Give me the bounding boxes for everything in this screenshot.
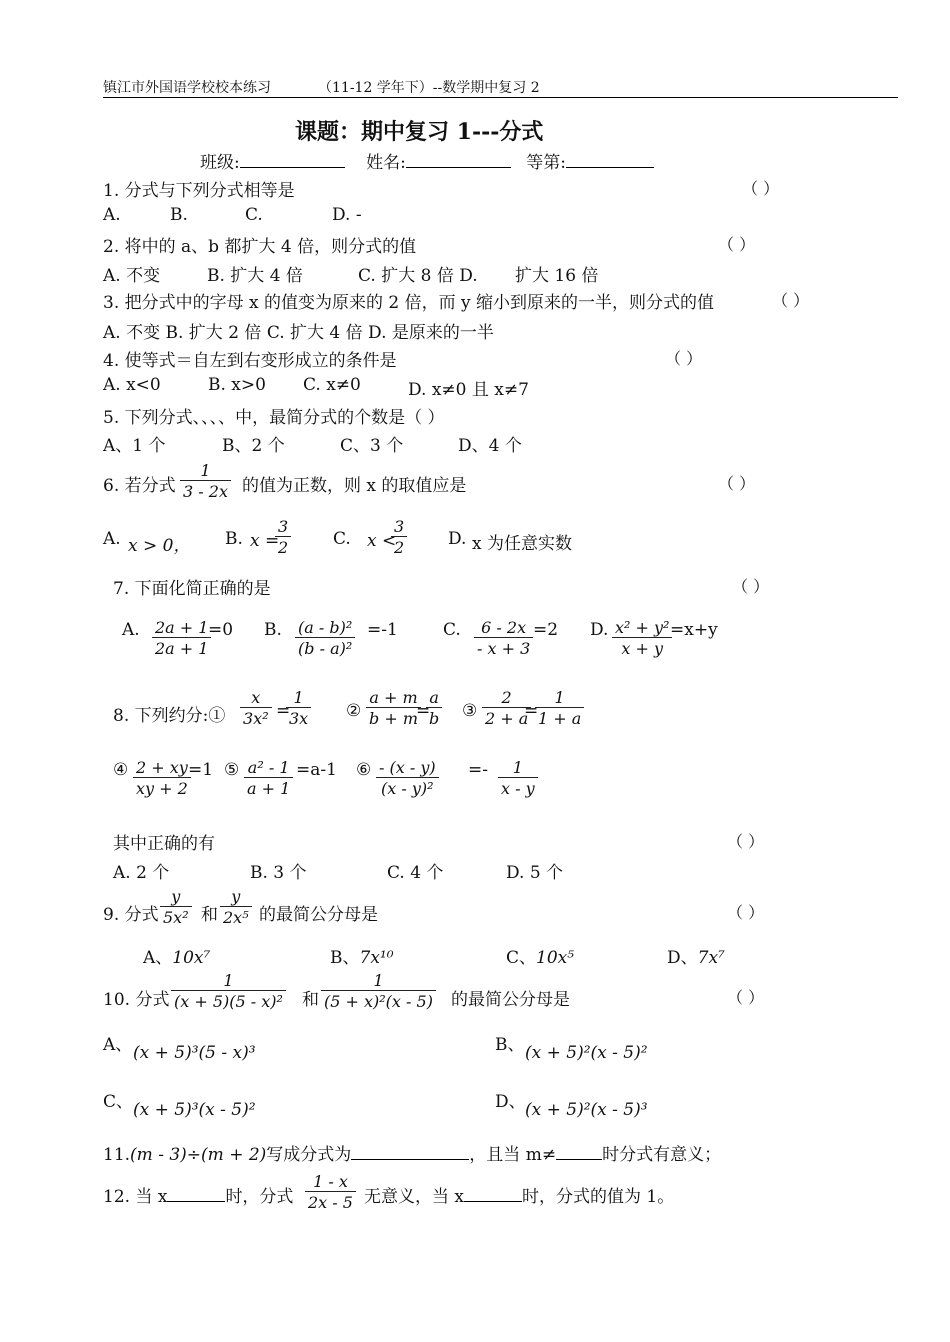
header-school: 镇江市外国语学校校本练习 [103, 80, 271, 96]
q10-option-c-expr: (x + 5)³(x - 5)² [133, 1100, 256, 1120]
q6-fraction: 1 3 - 2x [180, 461, 231, 503]
q8-f5-frac: a² - 1 a + 1 [244, 758, 293, 800]
q12-pre-group: 12. 当 x 时，分式 [103, 1187, 294, 1207]
q8-option-b: B. 3 个 [250, 863, 307, 883]
grade-label: 等第: [526, 153, 567, 173]
q4-stem: 4. 使等式＝自左到右变形成立的条件是 [103, 351, 397, 371]
q10-option-a-expr: (x + 5)³(5 - x)³ [133, 1043, 256, 1063]
q10-answer-paren[interactable]: （ ） [727, 988, 765, 1007]
q6-stem-pre: 6. 若分式 [103, 476, 176, 496]
q5-option-d: D、4 个 [458, 436, 522, 456]
q2-stem: 2. 将中的 a、b 都扩大 4 倍，则分式的值 [103, 237, 417, 257]
q7-stem: 7. 下面化简正确的是 [113, 579, 271, 599]
q6-option-a-label: A. [103, 529, 121, 549]
q1-option-d: D. - [332, 205, 362, 225]
q2-option-c: C. 扩大 8 倍 D. [358, 266, 478, 286]
q8-marker-3: ③ [462, 701, 478, 721]
q6-option-b-label: B. [225, 529, 243, 549]
q8-marker-2: ② [346, 701, 362, 721]
q10-option-d-label: D、 [495, 1092, 526, 1112]
q9-option-d: D、7x⁷ [667, 948, 725, 968]
q7-option-b-frac: (a - b)² (b - a)² [295, 618, 355, 660]
q11-pre: 11. [103, 1145, 131, 1165]
q10-stem-pre: 10. 分式 [103, 990, 170, 1010]
student-info [200, 148, 654, 173]
q10-stem-post: 的最简公分母是 [451, 990, 570, 1010]
q6-option-b-lhs: x = [250, 531, 280, 551]
q1-option-c: C. [245, 205, 263, 225]
q8-option-d: D. 5 个 [506, 863, 564, 883]
q4-answer-paren[interactable]: （ ） [665, 349, 703, 368]
q11-mid: 写成分式为 [266, 1145, 352, 1165]
q7-option-d-result: =x+y [670, 620, 718, 640]
q12-post-group: 无意义，当 x 时，分式的值为 1。 [364, 1187, 675, 1207]
q7-option-a-label: A. [122, 620, 140, 640]
q2-answer-paren[interactable]: （ ） [718, 235, 756, 254]
q6-option-d-label: D. [448, 529, 467, 549]
q7-answer-paren[interactable]: （ ） [732, 577, 770, 596]
q3-stem: 3. 把分式中的字母 x 的值变为原来的 2 倍，而 y 缩小到原来的一半，则分式的值 [103, 293, 715, 313]
q10-option-b-label: B、 [495, 1035, 525, 1055]
q9-option-a: A、10x⁷ [143, 948, 211, 968]
q10-option-b-expr: (x + 5)²(x - 5)² [525, 1043, 648, 1063]
q11-mid2: ，且当 m≠ [469, 1145, 557, 1165]
page-title: 课题：期中复习 1---分式 [295, 119, 544, 145]
q7-option-b-label: B. [264, 620, 282, 640]
q12-blank-1[interactable] [167, 1201, 225, 1202]
q8-f6-result: 1 x - y [498, 758, 538, 800]
q10-option-a-label: A、 [103, 1035, 133, 1055]
q11-expr: (m - 3)÷(m + 2) [130, 1145, 267, 1165]
q8-marker-5: ⑤ [224, 760, 240, 780]
q9-f1-frac: y 5x² [160, 887, 192, 929]
q8-marker-4: ④ [113, 760, 129, 780]
q7-option-d-label: D. [590, 620, 609, 640]
q6-option-c-lhs: x < [367, 531, 397, 551]
q11-blank-fraction[interactable] [351, 1159, 469, 1160]
q8-f1-result: 1 3x [286, 688, 311, 730]
q2-option-d: 扩大 16 倍 [515, 266, 599, 286]
class-blank[interactable] [240, 167, 345, 168]
q8-f4-frac: 2 + xy xy + 2 [133, 758, 191, 800]
q7-option-c-frac: 6 - 2x - x + 3 [474, 618, 533, 660]
q8-option-c: C. 4 个 [387, 863, 444, 883]
q5-option-c: C、3 个 [340, 436, 404, 456]
q5-option-a: A、1 个 [103, 436, 166, 456]
q8-f3-eq: = [524, 701, 539, 721]
q6-option-a-expr: x > 0， [128, 536, 191, 556]
q4-option-d: D. x≠0 且 x≠7 [408, 380, 529, 400]
header-term: （11-12 学年下）--数学期中复习 2 [318, 80, 540, 96]
q9-option-c: C、10x⁵ [506, 948, 575, 968]
q11-line [103, 1140, 721, 1165]
q6-answer-paren[interactable]: （ ） [718, 474, 756, 493]
q12-fraction: 1 - x 2x - 5 [305, 1172, 356, 1214]
q10-and: 和 [302, 990, 319, 1010]
q8-f6-eq: =- [468, 760, 488, 780]
name-blank[interactable] [406, 167, 511, 168]
name-label: 姓名: [366, 153, 406, 173]
q10-f1-frac: 1 (x + 5)(5 - x)² [171, 971, 286, 1013]
q11-post: 时分式有意义； [602, 1145, 722, 1165]
q9-option-b: B、7x¹⁰ [330, 948, 394, 968]
q1-stem: 1. 分式与下列分式相等是 [103, 181, 295, 201]
q2-option-a: A. 不变 [103, 266, 161, 286]
q8-f6-frac: - (x - y) (x - y)² [376, 758, 439, 800]
q8-f5-result: =a-1 [296, 760, 337, 780]
q1-option-b: B. [170, 205, 188, 225]
class-label: 班级: [200, 153, 240, 173]
q9-and: 和 [201, 905, 218, 925]
header-divider [103, 97, 898, 98]
q1-option-a: A. [103, 205, 121, 225]
q4-option-c: C. x≠0 [303, 375, 361, 395]
q8-f2-eq: = [416, 701, 431, 721]
q8-option-a: A. 2 个 [113, 863, 170, 883]
q11-blank-m[interactable] [556, 1159, 602, 1160]
q8-f2-frac: a + m b + m [366, 688, 421, 730]
q7-option-b-result: =-1 [367, 620, 398, 640]
q8-tail: 其中正确的有 [113, 834, 215, 854]
q2-option-b: B. 扩大 4 倍 [207, 266, 303, 286]
q7-option-d-frac: x² + y² x + y [612, 618, 672, 660]
q8-stem: 8. 下列约分:① [113, 706, 226, 726]
q7-option-a-frac: 2a + 1 2a + 1 [152, 618, 211, 660]
q3-options: A. 不变 B. 扩大 2 倍 C. 扩大 4 倍 D. 是原来的一半 [103, 323, 494, 343]
q9-answer-paren[interactable]: （ ） [727, 903, 765, 922]
q9-stem-post: 的最简公分母是 [259, 905, 378, 925]
q9-stem-pre: 9. 分式 [103, 905, 159, 925]
q4-option-a: A. x<0 [103, 375, 161, 395]
q8-f3-frac: 2 2 + a [482, 688, 531, 730]
q8-marker-6: ⑥ [356, 760, 372, 780]
q7-option-c-result: =2 [533, 620, 559, 640]
q7-option-c-label: C. [443, 620, 461, 640]
q6-option-d-text: x 为任意实数 [472, 534, 572, 554]
q5-option-b: B、2 个 [222, 436, 285, 456]
q8-f4-result: =1 [188, 760, 214, 780]
q9-f2-frac: y 2x⁵ [220, 887, 252, 929]
q8-answer-paren[interactable]: （ ） [727, 832, 765, 851]
q7-option-a-result: =0 [208, 620, 234, 640]
q10-option-d-expr: (x + 5)²(x - 5)³ [525, 1100, 648, 1120]
q6-option-b-frac: 3 2 [275, 517, 291, 559]
q6-stem-post: 的值为正数，则 x 的取值应是 [242, 476, 467, 496]
grade-blank[interactable] [566, 167, 654, 168]
q8-f1-frac: x 3x² [240, 688, 272, 730]
q10-f2-frac: 1 (5 + x)²(x - 5) [321, 971, 436, 1013]
q8-f2-result: a b [426, 688, 442, 730]
q6-option-c-label: C. [333, 529, 351, 549]
q6-option-c-frac: 3 2 [391, 517, 407, 559]
q1-answer-paren[interactable]: （ ） [742, 179, 780, 198]
q3-answer-paren[interactable]: （ ） [772, 291, 810, 310]
q8-f3-result: 1 1 + a [535, 688, 584, 730]
q12-blank-2[interactable] [464, 1201, 522, 1202]
q8-f1-eq: = [276, 701, 291, 721]
q10-option-c-label: C、 [103, 1092, 134, 1112]
q5-stem: 5. 下列分式、、、、中，最简分式的个数是（ ） [103, 408, 445, 428]
q4-option-b: B. x>0 [208, 375, 266, 395]
